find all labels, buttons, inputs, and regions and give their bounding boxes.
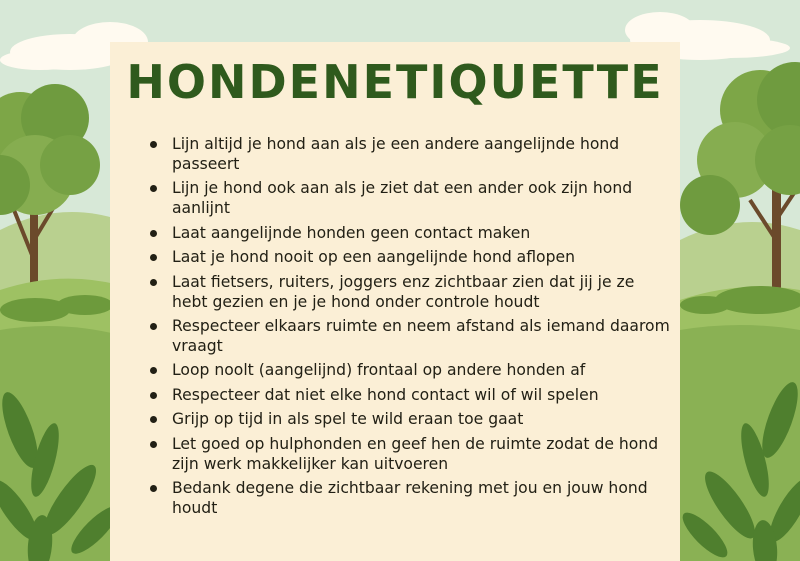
list-item: Loop noolt (aangelijnd) frontaal op andere honden af bbox=[142, 360, 672, 380]
list-item: Grijp op tijd in als spel te wild eraan toe gaat bbox=[142, 409, 672, 429]
list-item: Laat fietsers, ruiters, joggers enz zichtbaar zien dat jij je ze hebt gezien en je je hond onder controle houdt bbox=[142, 272, 672, 312]
list-item: Lijn je hond ook aan als je ziet dat een ander ook zijn hond aanlijnt bbox=[142, 178, 672, 218]
list-item: Let goed op hulphonden en geef hen de ruimte zodat de hond zijn werk makkelijker kan uitvoeren bbox=[142, 434, 672, 474]
list-item: Laat aangelijnde honden geen contact maken bbox=[142, 223, 672, 243]
list-item: Laat je hond nooit op een aangelijnde hond aflopen bbox=[142, 247, 672, 267]
list-item: Respecteer dat niet elke hond contact wil of wil spelen bbox=[142, 385, 672, 405]
list-item: Respecteer elkaars ruimte en neem afstand als iemand daarom vraagt bbox=[142, 316, 672, 356]
etiquette-panel bbox=[110, 42, 680, 561]
rules-list bbox=[142, 134, 672, 522]
list-item: Lijn altijd je hond aan als je een andere aangelijnde hond passeert bbox=[142, 134, 672, 174]
page-title: HONDENETIQUETTE bbox=[126, 55, 664, 109]
list-item: Bedank degene die zichtbaar rekening met jou en jouw hond houdt bbox=[142, 478, 672, 518]
